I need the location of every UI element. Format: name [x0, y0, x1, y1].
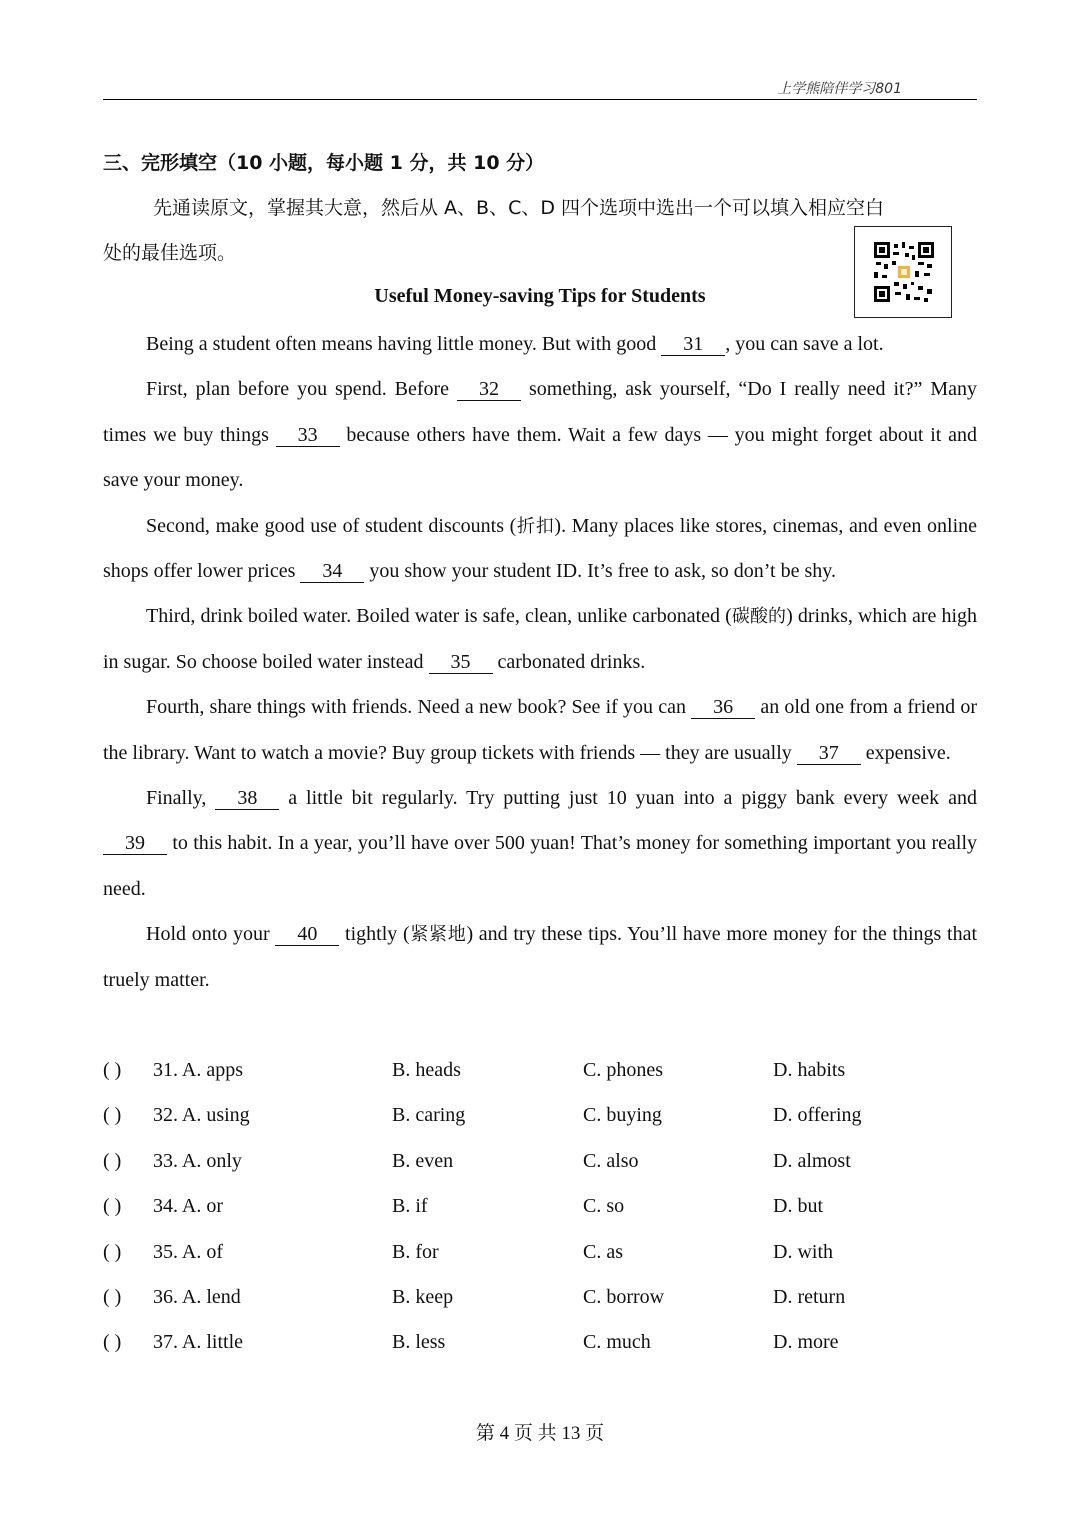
text: ) and try these tips. You’ll have more money for the things that truely matter.	[103, 923, 978, 991]
blank-31: 31	[661, 333, 725, 356]
text: something, ask yourself, “Do I really need it?” Many times we buy things	[103, 378, 977, 446]
options-list	[103, 1048, 977, 1366]
option-c[interactable]: C. so	[583, 1195, 625, 1218]
option-d[interactable]: D. almost	[773, 1149, 851, 1172]
text: to this habit. In a year, you’ll have over 500 yuan! That’s money for something important you really need.	[103, 832, 977, 900]
chinese-gloss: 折扣	[516, 515, 555, 537]
answer-slot[interactable]: ( )	[103, 1240, 122, 1263]
blank-38: 38	[215, 787, 279, 810]
text: a little bit regularly. Try putting just 10 yuan into a piggy bank every week and	[279, 787, 977, 810]
option-b[interactable]: B. keep	[392, 1285, 454, 1308]
answer-slot[interactable]: ( )	[103, 1104, 122, 1127]
instructions-line2: 处的最佳选项。	[103, 242, 237, 264]
option-row-33	[103, 1139, 977, 1184]
option-d[interactable]: D. habits	[773, 1059, 846, 1081]
paragraph-3	[103, 504, 977, 595]
option-row-31	[103, 1048, 977, 1093]
blank-39: 39	[103, 832, 167, 855]
option-row-32	[103, 1093, 977, 1138]
section-title: 三、完形填空（10 小题，每小题 1 分，共 10 分）	[103, 152, 545, 174]
option-c[interactable]: C. buying	[583, 1104, 662, 1127]
blank-32: 32	[457, 378, 521, 401]
option-d[interactable]: D. with	[773, 1240, 833, 1263]
option-d[interactable]: D. offering	[773, 1104, 862, 1127]
text: Third, drink boiled water. Boiled water is safe, clean, unlike carbonated (	[146, 605, 732, 628]
answer-slot[interactable]: ( )	[103, 1195, 122, 1218]
text: you show your student ID. It’s free to ask, so don’t be shy.	[364, 560, 836, 583]
option-d[interactable]: D. but	[773, 1195, 823, 1218]
text: carbonated drinks.	[492, 650, 646, 673]
text: ). Many places like stores, cinemas, and even online shops offer lower prices	[103, 514, 978, 583]
page-footer: 第 4 页 共 13 页	[475, 1423, 605, 1444]
text: expensive.	[860, 741, 951, 764]
option-a[interactable]: 37. A. little	[153, 1331, 243, 1354]
chinese-gloss: 紧紧地	[409, 924, 467, 946]
option-b[interactable]: B. even	[392, 1149, 454, 1172]
option-a[interactable]: 32. A. using	[153, 1104, 250, 1127]
chinese-gloss: 碳酸的	[731, 606, 787, 628]
blank-34: 34	[300, 560, 364, 583]
text: Second, make good use of student discounts (	[146, 514, 517, 537]
blank-40: 40	[275, 923, 339, 946]
option-a[interactable]: 36. A. lend	[153, 1285, 241, 1308]
blank-37: 37	[797, 742, 861, 765]
text: Being a student often means having little money. But with good	[146, 333, 662, 355]
option-row-34	[103, 1184, 977, 1229]
text: Fourth, share things with friends. Need a new book? See if you can	[146, 696, 692, 719]
instructions-line1: 先通读原文，掌握其大意，然后从 A、B、C、D 四个选项中选出一个可以填入相应空白	[153, 197, 885, 219]
paragraph-2	[103, 367, 977, 503]
passage-title: Useful Money-saving Tips for Students	[374, 285, 706, 307]
option-c[interactable]: C. borrow	[583, 1285, 665, 1308]
text: , you can save a lot.	[725, 333, 884, 355]
paragraph-4	[103, 594, 977, 685]
option-c[interactable]: C. also	[583, 1149, 639, 1172]
option-b[interactable]: B. if	[392, 1195, 428, 1218]
paragraph-5	[103, 685, 977, 776]
option-a[interactable]: 31. A. apps	[153, 1059, 243, 1081]
text: First, plan before you spend. Before	[146, 378, 458, 401]
header-rule	[103, 99, 977, 100]
option-d[interactable]: D. more	[773, 1331, 839, 1354]
option-c[interactable]: C. as	[583, 1240, 623, 1263]
text: ) drinks, which are high in sugar. So choose boiled water instead	[103, 605, 978, 673]
answer-slot[interactable]: ( )	[103, 1285, 122, 1308]
header-text: 上学熊陪伴学习801	[777, 81, 902, 97]
paragraph-1	[103, 322, 977, 367]
answer-slot[interactable]: ( )	[103, 1331, 122, 1354]
option-a[interactable]: 34. A. or	[153, 1195, 223, 1218]
text: because others have them. Wait a few days — you might forget about it and save your money.	[103, 423, 978, 492]
paragraph-6	[103, 776, 977, 912]
answer-slot[interactable]: ( )	[103, 1149, 122, 1172]
text: an old one from a friend or the library. Want to watch a movie? Buy group tickets with friends — they are usually	[103, 696, 977, 764]
instructions	[103, 186, 977, 276]
option-b[interactable]: B. less	[392, 1331, 446, 1354]
option-a[interactable]: 35. A. of	[153, 1240, 223, 1263]
option-c[interactable]: C. phones	[583, 1059, 663, 1081]
blank-35: 35	[429, 651, 493, 674]
option-b[interactable]: B. for	[392, 1240, 439, 1263]
option-a[interactable]: 33. A. only	[153, 1149, 242, 1172]
option-row-36	[103, 1275, 977, 1320]
option-row-35	[103, 1230, 977, 1275]
option-b[interactable]: B. caring	[392, 1104, 466, 1127]
text: Finally,	[146, 787, 216, 810]
blank-36: 36	[691, 696, 755, 719]
option-row-37	[103, 1320, 977, 1365]
text: Hold onto your	[146, 923, 276, 946]
answer-slot[interactable]: ( )	[103, 1059, 122, 1081]
paragraph-7	[103, 912, 977, 1003]
text: tightly (	[339, 923, 410, 946]
passage	[103, 322, 977, 1003]
option-d[interactable]: D. return	[773, 1285, 846, 1308]
option-b[interactable]: B. heads	[392, 1059, 461, 1081]
blank-33: 33	[276, 424, 340, 447]
option-c[interactable]: C. much	[583, 1331, 651, 1354]
